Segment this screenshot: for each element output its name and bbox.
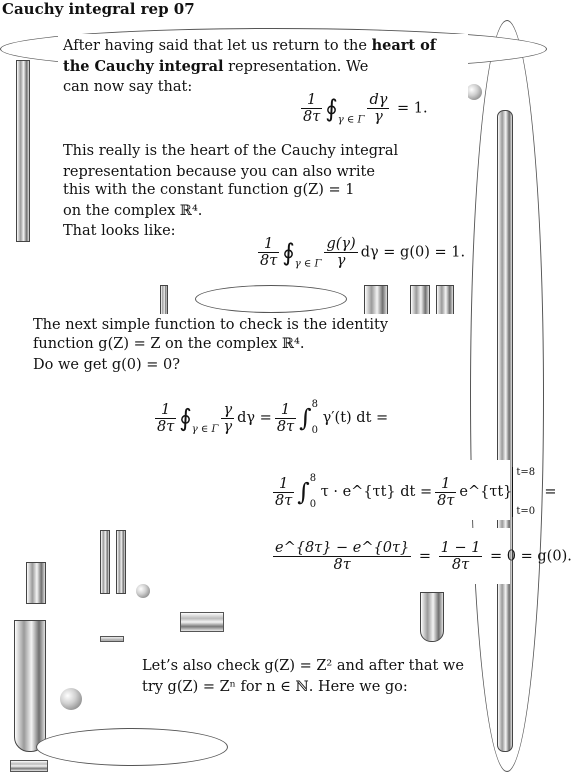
- bar-decoration-2: [364, 285, 388, 315]
- eq5-frac1: [273, 540, 411, 573]
- eq1-frac1: [301, 92, 322, 125]
- para1-line3: can now say that:: [63, 79, 193, 95]
- para3-line1: The next simple function to check is the identity: [33, 317, 389, 333]
- eq3-frac2-num: γ: [223, 401, 233, 418]
- para2-line4: on the complex ℝ⁴.: [63, 203, 203, 219]
- eq3-frac1-num: 1: [161, 401, 171, 418]
- eq3-mid: dγ =: [237, 410, 272, 426]
- para2-line2: representation because you can also write: [63, 164, 375, 180]
- para3-line2: function g(Z) = Z on the complex ℝ⁴.: [33, 336, 305, 352]
- eq3-rhs: γ′(t) dt =: [322, 410, 389, 426]
- eq3-integral: ∮: [179, 404, 192, 432]
- eq2-frac1-den: 8τ: [260, 253, 278, 269]
- bar-decoration-6: [116, 530, 126, 594]
- equation-4: [270, 466, 557, 518]
- bottom-base-decoration: [10, 760, 48, 772]
- eq3-limits: [312, 392, 318, 444]
- left-spiked-bar-decoration: [16, 60, 30, 242]
- eq3-frac3: [275, 402, 296, 435]
- equation-1: [298, 92, 428, 126]
- bar-decoration-1: [160, 285, 168, 315]
- eq5-frac2-num: 1 − 1: [440, 540, 481, 556]
- eq2-frac1: [258, 236, 279, 269]
- eq3-sub: γ ∈ Γ: [191, 424, 219, 435]
- eq2-frac2: [324, 236, 357, 269]
- equation-3: [152, 392, 388, 444]
- drop-decoration: [420, 592, 444, 642]
- para1-line2-text: representation. We: [223, 59, 369, 75]
- para3-line3: Do we get g(0) = 0?: [33, 357, 181, 373]
- inner-bar-decoration: [497, 110, 513, 752]
- sphere-decoration-2: [136, 584, 150, 598]
- bar-decoration-3: [410, 285, 430, 315]
- eq2-integral: ∮: [282, 238, 295, 267]
- eq4-eval-bar: [512, 467, 544, 517]
- eq4-eval-top: t=8: [516, 467, 536, 478]
- eq4-rhs: =: [544, 484, 557, 500]
- eq4-upper: 8: [309, 473, 317, 484]
- eq3-frac1: [155, 402, 176, 435]
- eq4-lower: 0: [309, 499, 317, 510]
- eq3-frac3-den: 8τ: [276, 418, 295, 435]
- eq1-frac1-num: 1: [307, 92, 317, 108]
- eq4-limits: [310, 466, 316, 518]
- para4-line1: Let’s also check g(Z) = Z² and after that we: [142, 658, 464, 674]
- eq3-frac2: [221, 402, 234, 435]
- eq4-frac1: [273, 476, 294, 509]
- eq4-eval-bot: t=0: [516, 506, 536, 517]
- eq2-frac2-den: γ: [324, 252, 357, 269]
- para1-line1-text: After having said that let us return to the: [63, 38, 372, 54]
- equation-5: [270, 540, 572, 573]
- eq5-eq: =: [418, 548, 431, 565]
- eq4-frac2-den: 8τ: [437, 492, 455, 509]
- eq1-frac2-num: dγ: [369, 92, 388, 108]
- eq4-frac2: [435, 476, 456, 509]
- bar-decoration-9: [180, 612, 224, 632]
- eq2-frac1-num: 1: [264, 236, 274, 252]
- left-u-decoration: [14, 620, 46, 752]
- bar-decoration-7: [26, 562, 46, 604]
- para2-line3: this with the constant function g(Z) = 1: [63, 182, 355, 198]
- para2-line5: That looks like:: [63, 223, 176, 239]
- eq2-sub: γ ∈ Γ: [294, 258, 322, 270]
- eq4-exp: e^{τt}: [459, 484, 513, 500]
- eq4-mid: τ · e^{τt} dt =: [320, 484, 433, 500]
- eq1-frac2-den: γ: [367, 108, 389, 125]
- page-title: Cauchy integral rep 07: [2, 0, 195, 18]
- eq3-frac2-den: γ: [223, 418, 233, 435]
- bottom-ring-decoration: [36, 728, 228, 766]
- eq1-frac2: [367, 92, 389, 125]
- eq4-frac1-num: 1: [279, 475, 289, 492]
- para2-line1: This really is the heart of the Cauchy integral: [63, 143, 399, 159]
- sphere-decoration: [466, 84, 482, 100]
- para1-bold-2: the Cauchy integral: [63, 58, 224, 75]
- eq3-upper: 8: [311, 399, 318, 410]
- eq3-lower: 0: [311, 425, 318, 436]
- para1-line1: [63, 35, 436, 57]
- equation-2: [255, 236, 465, 270]
- eq1-integral: ∮: [325, 94, 338, 123]
- bar-decoration-8: [100, 636, 124, 642]
- eq5-frac1-den: 8τ: [273, 556, 411, 573]
- mid-ring-decoration: [195, 285, 347, 313]
- eq3-integral2: ∫: [299, 404, 312, 432]
- eq2-frac2-num: g(γ): [326, 236, 356, 252]
- eq4-frac1-den: 8τ: [275, 492, 293, 509]
- bar-decoration-4: [436, 285, 454, 315]
- eq5-frac1-num: e^{8τ} − e^{0τ}: [275, 540, 410, 556]
- eq5-frac2-den: 8τ: [439, 556, 483, 573]
- sphere-decoration-3: [60, 688, 82, 710]
- eq4-frac2-num: 1: [441, 475, 451, 492]
- eq4-integral: ∫: [297, 478, 310, 506]
- eq5-rhs: = 0 = g(0).: [490, 548, 572, 565]
- para4-line2: try g(Z) = Zⁿ for n ∈ ℕ. Here we go:: [142, 679, 408, 695]
- eq3-frac3-num: 1: [280, 401, 291, 418]
- eq2-rhs: dγ = g(0) = 1.: [360, 244, 466, 261]
- eq1-rhs: = 1.: [392, 100, 428, 117]
- eq1-frac1-den: 8τ: [303, 109, 321, 125]
- para1-line2: [63, 56, 368, 78]
- eq3-frac1-den: 8τ: [157, 418, 175, 435]
- eq1-sub: γ ∈ Γ: [337, 114, 365, 126]
- eq5-frac2: [439, 540, 483, 573]
- bar-decoration-5: [100, 530, 110, 594]
- para1-bold-1: heart of: [371, 37, 437, 54]
